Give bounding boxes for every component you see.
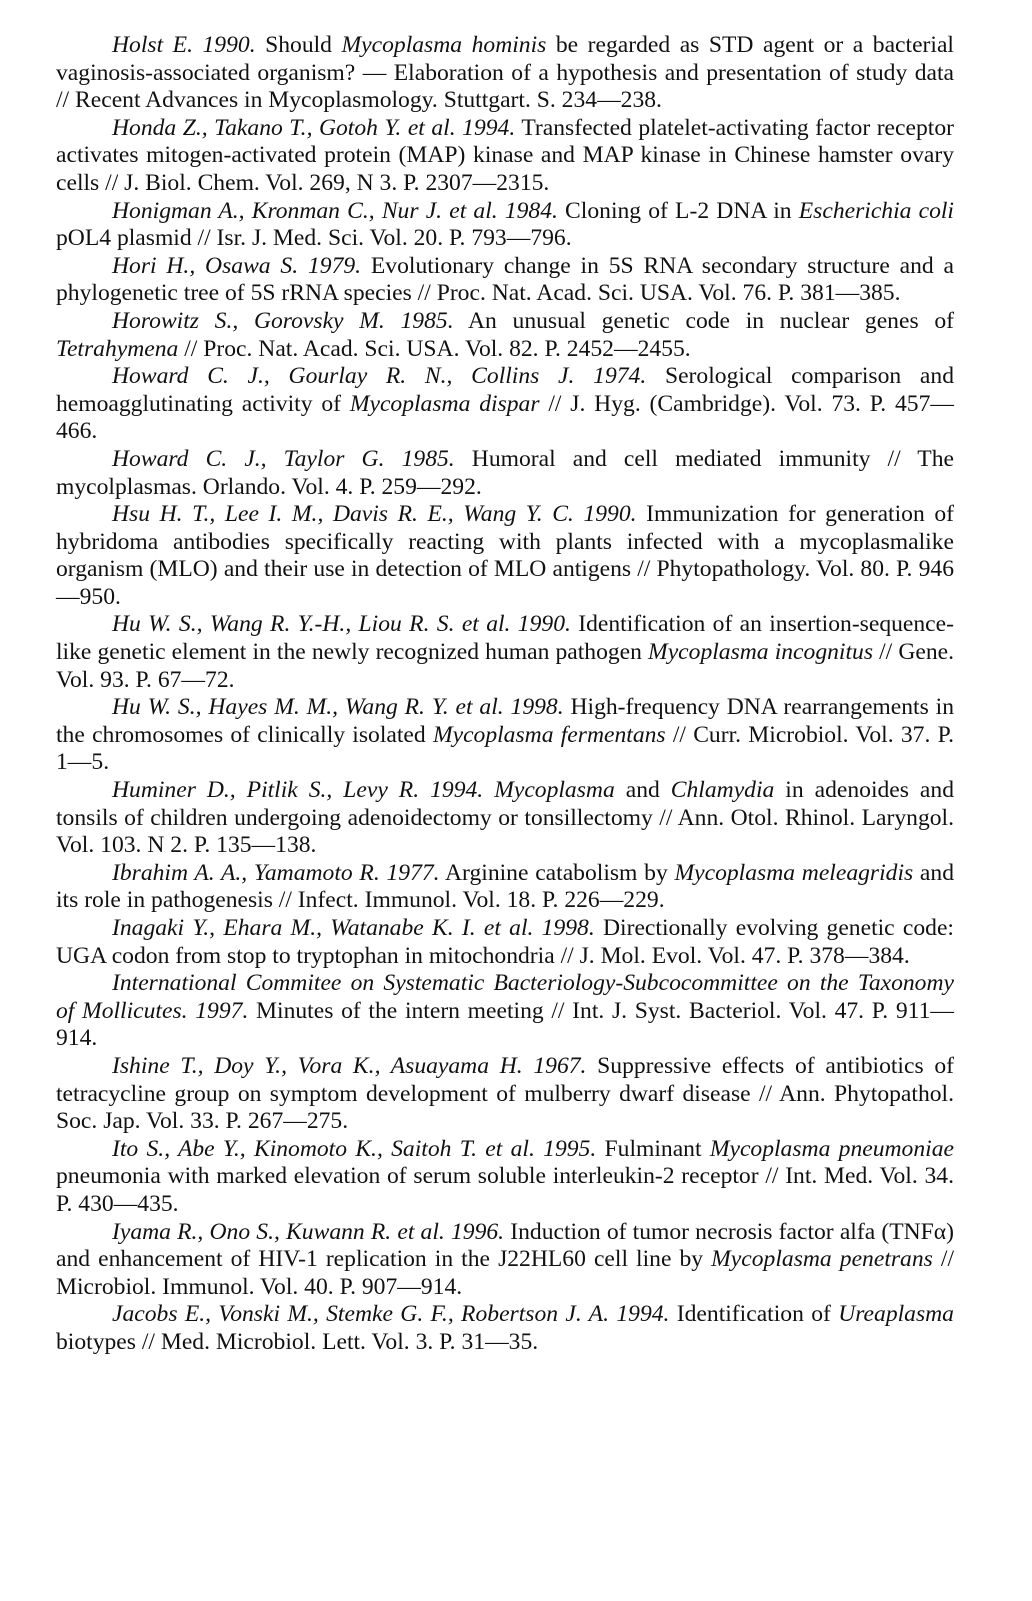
reference-authors: Inagaki Y., Ehara M., Watanabe K. I. et al.	[112, 915, 534, 941]
reference-entry	[56, 115, 954, 198]
reference-text: High-frequency DNA rearrangements in the chromosomes of clinically isolated	[56, 694, 954, 748]
reference-entry	[56, 446, 954, 501]
reference-authors: Ito S., Abe Y., Kinomoto K., Saitoh T. et al.	[112, 1135, 535, 1162]
reference-text: Identification of an insertion-sequence-like genetic element in the newly recognized human pathogen	[56, 611, 954, 666]
reference-text: // Gene. Vol. 93. P. 67—72.	[56, 639, 954, 693]
reference-authors: Jacobs E., Vonski M., Stemke G. F., Robertson J. A.	[112, 1301, 609, 1328]
reference-year: 1998.	[510, 694, 564, 721]
reference-authors: Iyama R., Ono S., Kuwann R. et al.	[112, 1218, 445, 1245]
reference-text: Directionally evolving genetic code: UGA codon from stop to tryptophan in mitochondria // J. Mol. Evol. Vol. 47. P. 378—384.	[56, 915, 954, 969]
reference-text	[483, 777, 494, 803]
reference-year: 1996.	[450, 1218, 505, 1245]
reference-authors: Honigman A., Kronman C., Nur J. et al.	[112, 197, 498, 224]
reference-text: // Proc. Nat. Acad. Sci. USA. Vol. 82. P. 2452—2455.	[178, 335, 691, 362]
reference-text: // Curr. Microbiol. Vol. 37. P. 1—5.	[56, 721, 954, 776]
reference-text: Identification of	[669, 1301, 839, 1328]
reference-entry	[56, 253, 954, 308]
reference-year: 1995.	[543, 1135, 597, 1162]
reference-text: in adenoides and tonsils of children undergoing adenoidectomy or tonsillectomy // Ann. Otol. Rhinol. Laryngol. Vol. 103. N 2. P. 135—138.	[56, 777, 954, 859]
reference-text: Serological comparison and hemoagglutinating activity of	[56, 363, 954, 417]
reference-authors: Hsu H. T., Lee I. M., Davis R. E., Wang Y. C.	[112, 501, 574, 528]
reference-entry	[56, 915, 954, 970]
reference-year: 1977.	[386, 859, 440, 886]
reference-text: and	[614, 777, 671, 804]
reference-authors: International Commitee on Systematic Bacteriology-Subcocommittee on the Taxonomy of Mollicutes.	[56, 970, 954, 1024]
reference-text: // J. Hyg. (Cambridge). Vol. 73. P. 457—466.	[56, 390, 954, 445]
reference-entry	[56, 1053, 954, 1136]
reference-authors: Ishine T., Doy Y., Vora K., Asuayama H.	[112, 1052, 523, 1079]
reference-entry	[56, 1136, 954, 1219]
reference-text: Minutes of the intern meeting // Int. J. Syst. Bacteriol. Vol. 47. P. 911—914.	[56, 997, 954, 1052]
reference-year: 1984.	[504, 197, 558, 224]
reference-year: 1998.	[541, 915, 595, 941]
reference-year: 1990.	[517, 611, 571, 638]
reference-authors: Holst E.	[112, 32, 193, 58]
reference-italic-term: Mycoplasma meleagridis	[674, 859, 914, 886]
reference-text: // Microbiol. Immunol. Vol. 40. P. 907—914.	[56, 1246, 954, 1300]
reference-year: 1997.	[195, 997, 249, 1024]
reference-text: and its role in pathogenesis // Infect. Immunol. Vol. 18. P. 226—229.	[56, 859, 954, 914]
reference-italic-term: Mycoplasma dispar	[349, 390, 540, 417]
reference-italic-term: Mycoplasma penetrans	[711, 1246, 933, 1273]
reference-entry	[56, 777, 954, 860]
reference-entry	[56, 501, 954, 611]
reference-text: An unusual genetic code in nuclear genes of	[453, 307, 954, 334]
reference-italic-term: Mycoplasma hominis	[341, 32, 547, 58]
reference-year: 1979.	[307, 252, 362, 279]
reference-italic-term: Mycoplasma	[494, 777, 615, 804]
reference-italic-term: Mycoplasma incognitus	[648, 639, 874, 666]
reference-text: Humoral and cell mediated immunity // The mycolplasmas. Orlando. Vol. 4. P. 259—292.	[56, 445, 954, 500]
reference-year: 1985.	[401, 445, 455, 472]
reference-entry	[56, 1301, 954, 1356]
reference-list	[56, 32, 954, 1357]
reference-year: 1985.	[400, 307, 454, 334]
reference-authors: Hori H., Osawa S.	[112, 252, 299, 279]
reference-year: 1967.	[533, 1052, 587, 1079]
reference-entry	[56, 308, 954, 363]
reference-authors: Howard C. J., Gourlay R. N., Collins J.	[112, 363, 575, 390]
reference-entry	[56, 611, 954, 694]
reference-text: Transfected platelet-activating factor receptor activates mitogen-activated protein (MAP) kinase and MAP kinase in Chinese hamster ovary cells // J. Biol. Chem. Vol. 269, N 3. P. 2307—2315.	[56, 114, 954, 196]
reference-italic-term: Mycoplasma pneumoniae	[709, 1135, 954, 1162]
reference-italic-term: Ureaplasma	[838, 1301, 954, 1328]
reference-entry	[56, 1219, 954, 1302]
reference-italic-term: Mycoplasma fermentans	[432, 721, 666, 748]
reference-text: Induction of tumor necrosis factor alfa (TNFα) and enhancement of HIV-1 replication in the J22HL60 cell line by	[56, 1218, 954, 1273]
reference-authors: Ibrahim A. A., Yamamoto R.	[112, 859, 380, 886]
reference-text: Suppressive effects of antibiotics of tetracycline group on symptom development of mulberry dwarf disease // Ann. Phytopathol. Soc. Jap. Vol. 33. P. 267—275.	[56, 1052, 954, 1135]
reference-text: Immunization for generation of hybridoma antibodies specifically reacting with plants infected with a mycoplasmalike organism (MLO) and their use in detection of MLO antigens // Phytopathology. Vol. 80. P. 946—950.	[56, 501, 954, 610]
reference-authors: Hu W. S., Hayes M. M., Wang R. Y. et al.	[112, 694, 504, 721]
reference-year: 1994.	[616, 1301, 670, 1328]
reference-authors: Huminer D., Pitlik S., Levy R.	[112, 777, 420, 804]
reference-year: 1994.	[430, 777, 484, 804]
reference-authors: Honda Z., Takano T., Gotoh Y. et al.	[112, 114, 456, 141]
reference-text: Evolutionary change in 5S RNA secondary structure and a phylogenetic tree of 5S rRNA species // Proc. Nat. Acad. Sci. USA. Vol. 76. P. 381—385.	[56, 252, 954, 307]
reference-entry	[56, 694, 954, 777]
reference-year: 1974.	[593, 363, 647, 390]
reference-entry	[56, 970, 954, 1053]
reference-text: pOL4 plasmid // Isr. J. Med. Sci. Vol. 20. P. 793—796.	[56, 225, 572, 252]
reference-authors: Howard C. J., Taylor G.	[112, 445, 385, 472]
reference-text: Cloning of L-2 DNA in	[557, 197, 799, 224]
reference-year: 1990.	[583, 501, 637, 528]
reference-authors: Horowitz S., Gorovsky M.	[112, 307, 385, 334]
reference-italic-term: Escherichia coli	[798, 197, 954, 224]
reference-text: pneumonia with marked elevation of serum soluble interleukin-2 receptor // Int. Med. Vol. 34. P. 430—435.	[56, 1163, 954, 1217]
reference-text: Arginine catabolism by	[439, 859, 675, 886]
reference-entry	[56, 363, 954, 446]
reference-authors: Hu W. S., Wang R. Y.-H., Liou R. S. et al.	[112, 611, 511, 638]
reference-text: be regarded as STD agent or a bacterial vaginosis-associated organism? — Elaboration of a hypothesis and presentation of study data // Recent Advances in Mycoplasmology. Stuttgart. S. 234—238.	[56, 32, 954, 114]
reference-text: biotypes // Med. Microbiol. Lett. Vol. 3. P. 31—35.	[56, 1328, 539, 1355]
reference-italic-term: Tetrahymena	[56, 335, 179, 362]
reference-year: 1994.	[462, 114, 516, 141]
reference-entry	[56, 860, 954, 915]
reference-entry	[56, 198, 954, 253]
reference-text: Should	[255, 32, 342, 58]
reference-year: 1990.	[202, 32, 256, 58]
reference-entry	[56, 32, 954, 115]
reference-italic-term: Chlamydia	[670, 777, 775, 804]
reference-text: Fulminant	[596, 1135, 710, 1162]
